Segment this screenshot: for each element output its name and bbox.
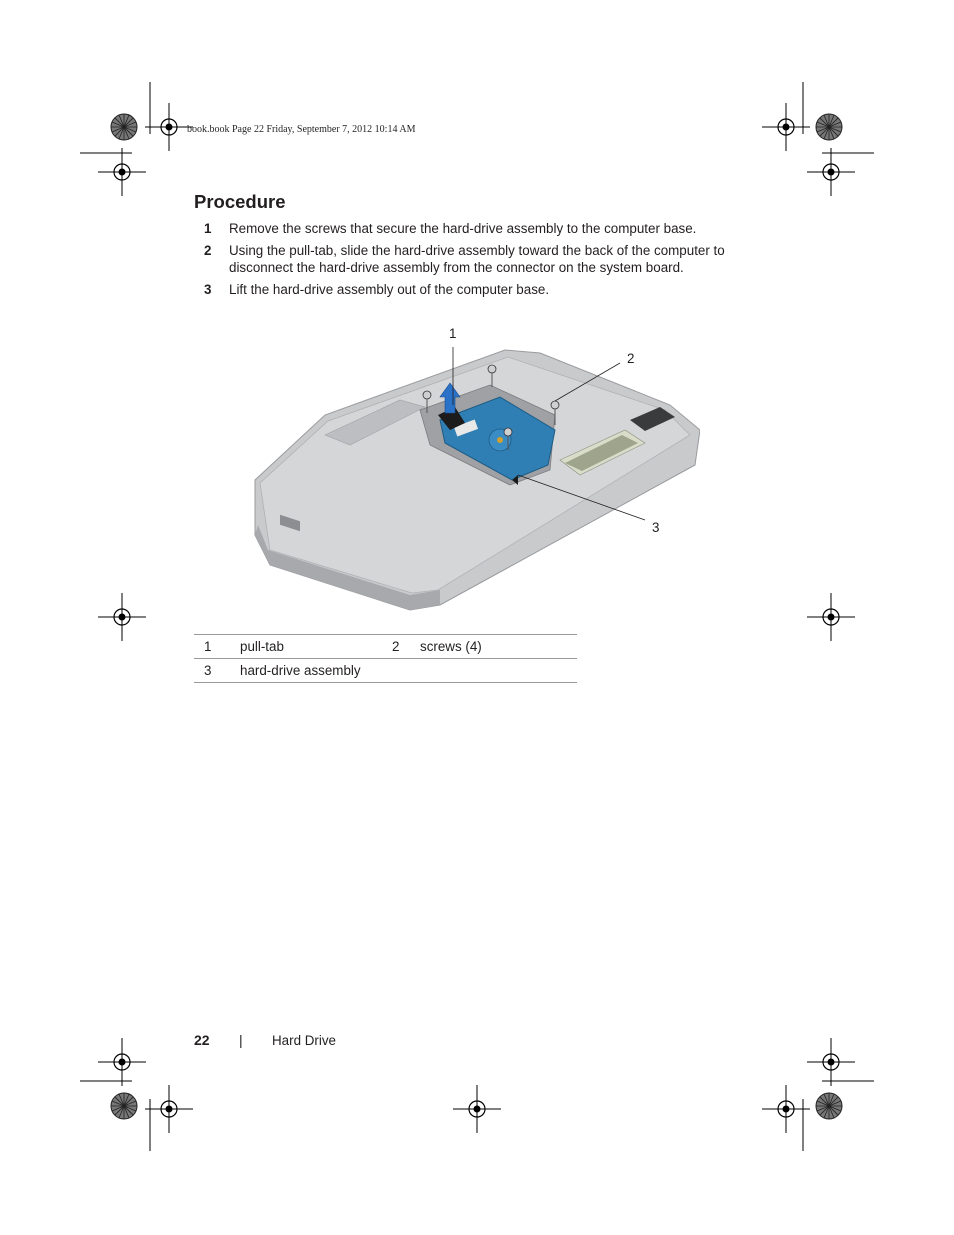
table-row: [194, 635, 577, 659]
legend-label: [420, 659, 577, 683]
print-slug: book.book Page 22 Friday, September 7, 2012 10:14 AM: [187, 124, 416, 135]
legend-number: 3: [204, 663, 212, 678]
legend-number: [392, 659, 420, 683]
footer-separator: |: [239, 1032, 243, 1048]
step-text: Remove the screws that secure the hard-drive assembly to the computer base.: [229, 221, 697, 236]
step-number: 3: [204, 282, 212, 297]
step-text: Lift the hard-drive assembly out of the computer base.: [229, 282, 550, 297]
table-row: [194, 659, 577, 683]
callout-2: 2: [627, 351, 635, 366]
section-heading: Procedure: [194, 191, 286, 212]
legend-label: hard-drive assembly: [240, 663, 361, 678]
callout-1: 1: [449, 326, 457, 341]
callout-legend-table: [194, 634, 577, 683]
callout-3: 3: [652, 520, 660, 535]
legend-label: pull-tab: [240, 639, 284, 654]
hard-drive-illustration: [250, 335, 700, 620]
legend-number: 2: [392, 639, 400, 654]
step-text: Using the pull-tab, slide the hard-drive assembly toward the back of the computer to disconnect the hard-drive assembly from the connector on the system board.: [229, 243, 725, 275]
page-number: 22: [194, 1032, 210, 1048]
step-number: 1: [204, 221, 212, 236]
legend-number: 1: [204, 639, 212, 654]
footer-chapter-title: Hard Drive: [272, 1033, 336, 1048]
legend-label: screws (4): [420, 639, 482, 654]
step-number: 2: [204, 243, 212, 258]
